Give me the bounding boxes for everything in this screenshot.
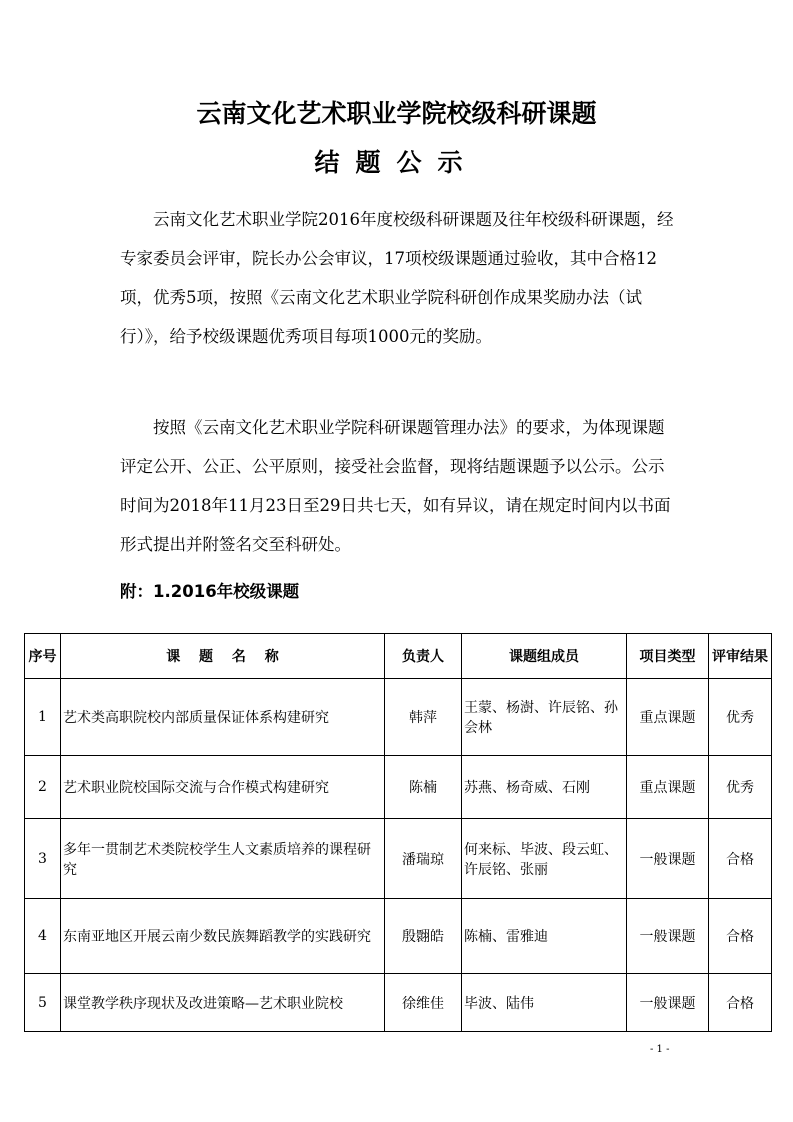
row-members: 苏燕、杨奇威、石刚 <box>462 756 627 819</box>
row-type: 一般课题 <box>627 974 709 1032</box>
row-result: 优秀 <box>709 679 772 756</box>
table-row <box>25 899 772 974</box>
paragraph-notice: 按照《云南文化艺术职业学院科研课题管理办法》的要求，为体现课题评定公开、公正、公平原则，接受社会监督，现将结题课题予以公示。公示时间为2018年11月23日至29日共七天，如有异议，请在规定时间内以书面形式提出并附签名交至科研处。 <box>120 418 671 554</box>
table-row <box>25 679 772 756</box>
row-type: 一般课题 <box>627 899 709 974</box>
header-no: 序号 <box>25 634 61 679</box>
row-result: 合格 <box>709 974 772 1032</box>
row-no: 2 <box>25 756 61 819</box>
row-name: 东南亚地区开展云南少数民族舞蹈教学的实践研究 <box>61 899 385 974</box>
row-members: 王蒙、杨澍、许辰铭、孙会林 <box>462 679 627 756</box>
header-result: 评审结果 <box>709 634 772 679</box>
table-row <box>25 819 772 899</box>
table-row <box>25 756 772 819</box>
row-name: 艺术类高职院校内部质量保证体系构建研究 <box>61 679 385 756</box>
row-type: 一般课题 <box>627 819 709 899</box>
row-name: 多年一贯制艺术类院校学生人文素质培养的课程研究 <box>61 819 385 899</box>
row-leader: 徐维佳 <box>385 974 462 1032</box>
header-type: 项目类型 <box>627 634 709 679</box>
row-no: 5 <box>25 974 61 1032</box>
projects-table <box>24 633 772 1032</box>
row-name: 课堂教学秩序现状及改进策略—艺术职业院校 <box>61 974 385 1032</box>
row-no: 3 <box>25 819 61 899</box>
row-no: 4 <box>25 899 61 974</box>
header-members: 课题组成员 <box>462 634 627 679</box>
row-leader: 潘瑞琼 <box>385 819 462 899</box>
row-no: 1 <box>25 679 61 756</box>
document-subtitle: 结题公示 <box>314 148 479 177</box>
page-number: - 1 - <box>650 1044 670 1055</box>
row-members: 毕波、陆伟 <box>462 974 627 1032</box>
row-leader: 陈楠 <box>385 756 462 819</box>
paragraph-intro: 云南文化艺术职业学院2016年度校级科研课题及往年校级科研课题，经专家委员会评审，院长办公会审议，17项校级课题通过验收，其中合格12项，优秀5项，按照《云南文化艺术职业学院科研创作成果奖励办法（试行）》，给予校级课题优秀项目每项1000元的奖励。 <box>120 210 674 346</box>
annex-label: 附：1.2016年校级课题 <box>120 582 300 601</box>
row-leader: 韩萍 <box>385 679 462 756</box>
row-leader: 殷翾皓 <box>385 899 462 974</box>
row-result: 优秀 <box>709 756 772 819</box>
row-result: 合格 <box>709 819 772 899</box>
document-title: 云南文化艺术职业学院校级科研课题 <box>196 99 597 128</box>
row-name: 艺术职业院校国际交流与合作模式构建研究 <box>61 756 385 819</box>
row-type: 重点课题 <box>627 756 709 819</box>
row-members: 陈楠、雷雅迪 <box>462 899 627 974</box>
table-row <box>25 974 772 1032</box>
row-type: 重点课题 <box>627 679 709 756</box>
header-leader: 负责人 <box>385 634 462 679</box>
row-result: 合格 <box>709 899 772 974</box>
table-header-row <box>25 634 772 679</box>
header-name: 课 题 名 称 <box>61 634 385 679</box>
row-members: 何来标、毕波、段云虹、许辰铭、张丽 <box>462 819 627 899</box>
